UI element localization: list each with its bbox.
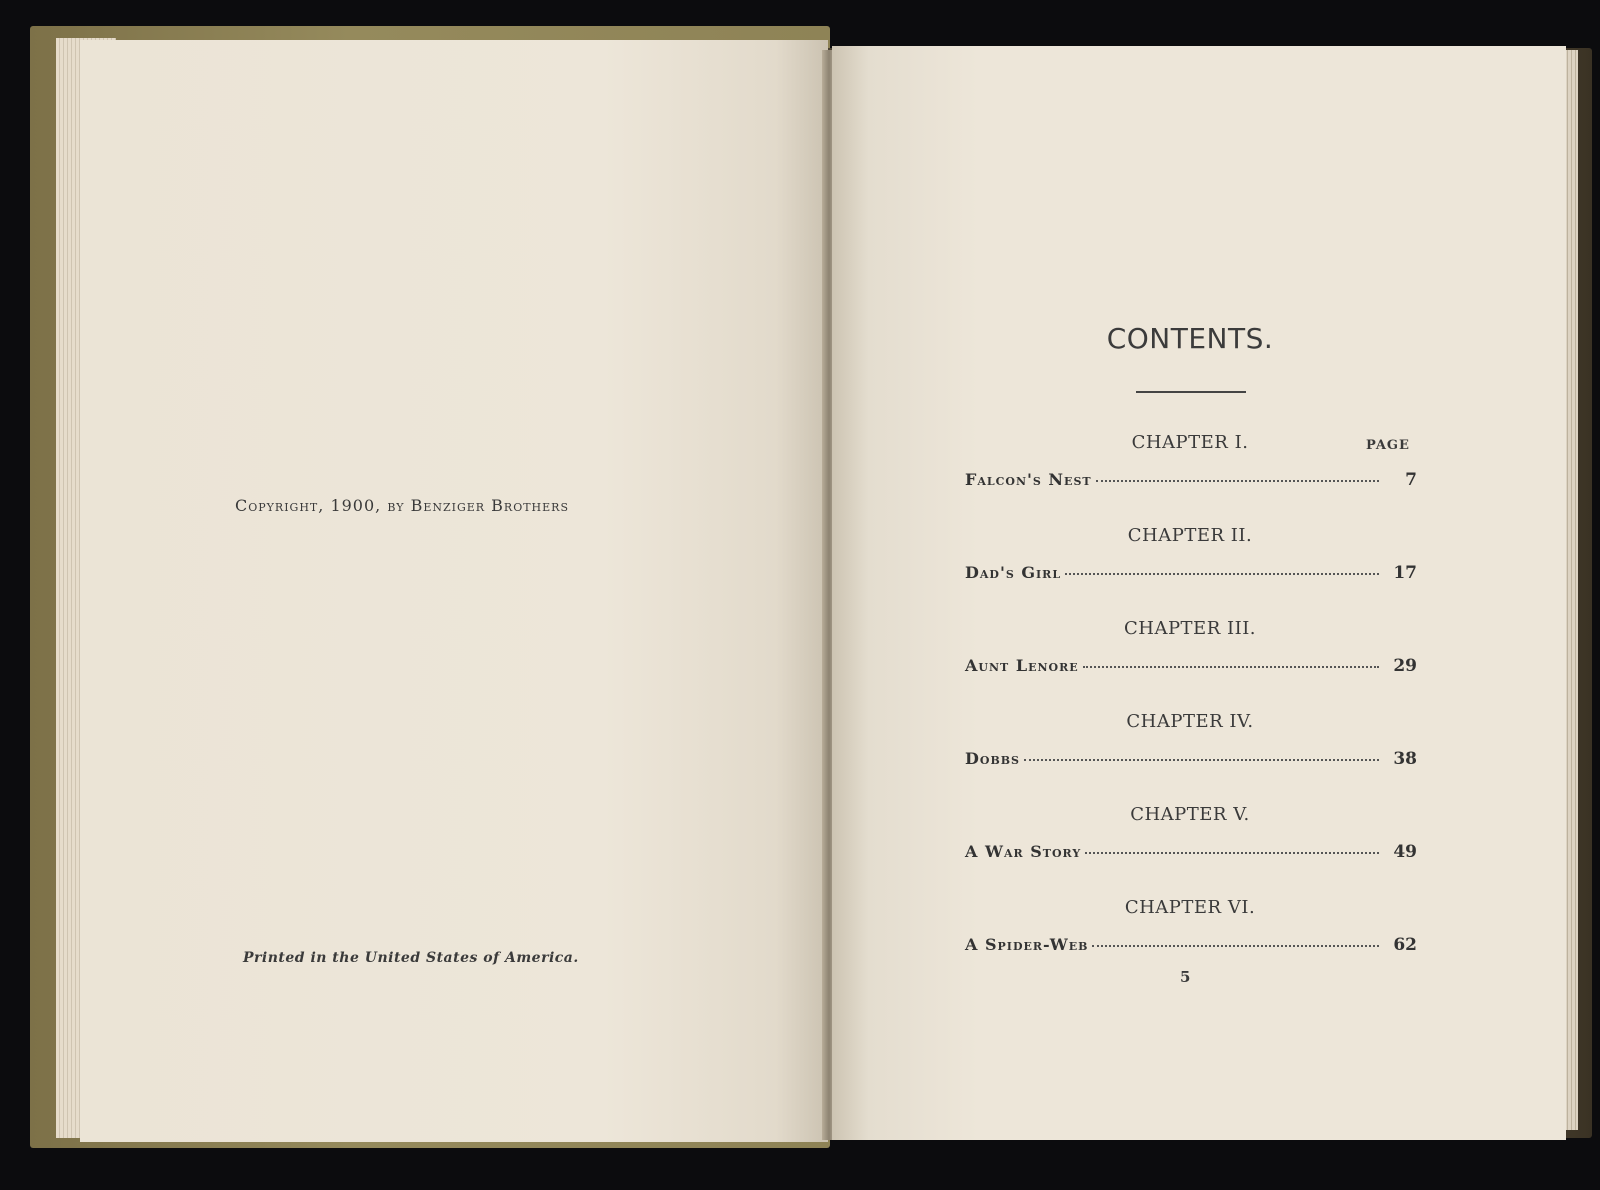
leader-dots <box>1096 480 1379 482</box>
chapter-heading: CHAPTER IV. <box>1126 711 1254 732</box>
toc-entry-page: 29 <box>1393 656 1417 676</box>
leader-dots <box>1083 666 1379 668</box>
toc-entry[interactable] <box>965 842 1417 862</box>
toc-entry-title: A War Story <box>965 842 1082 861</box>
toc-entry-title: Aunt Lenore <box>965 656 1079 675</box>
toc-entry-title: Dad's Girl <box>965 563 1062 582</box>
left-page <box>80 40 828 1142</box>
toc-entry[interactable] <box>965 656 1417 676</box>
chapter-heading: CHAPTER II. <box>1127 525 1253 546</box>
copyright-notice: Copyright, 1900, by Benziger Brothers <box>235 496 569 515</box>
leader-dots <box>1092 945 1379 947</box>
toc-entry-page: 49 <box>1393 842 1417 862</box>
leader-dots <box>1065 573 1379 575</box>
toc-entry[interactable] <box>965 749 1417 769</box>
toc-entry-title: A Spider-Web <box>965 935 1089 954</box>
page-number: 5 <box>1180 968 1191 986</box>
toc-entry-page: 17 <box>1393 563 1417 583</box>
toc-entry-page: 7 <box>1405 470 1417 490</box>
toc-entry[interactable] <box>965 563 1417 583</box>
toc-entry-page: 38 <box>1393 749 1417 769</box>
chapter-heading: CHAPTER III. <box>1123 618 1257 639</box>
toc-entry-title: Falcon's Nest <box>965 470 1092 489</box>
chapter-heading: CHAPTER VI. <box>1124 897 1256 918</box>
contents-title: CONTENTS. <box>1106 322 1274 355</box>
chapter-heading: CHAPTER I. <box>1131 432 1249 453</box>
toc-entry[interactable] <box>965 470 1417 490</box>
page-column-label: PAGE <box>1366 438 1410 453</box>
chapter-heading: CHAPTER V. <box>1130 804 1250 825</box>
title-rule <box>1136 391 1246 393</box>
right-page <box>832 46 1566 1140</box>
toc-entry[interactable] <box>965 935 1417 955</box>
leader-dots <box>1024 759 1379 761</box>
leader-dots <box>1085 852 1379 854</box>
printed-notice: Printed in the United States of America. <box>243 950 579 966</box>
toc-entry-title: Dobbs <box>965 749 1020 768</box>
toc-entry-page: 62 <box>1393 935 1417 955</box>
